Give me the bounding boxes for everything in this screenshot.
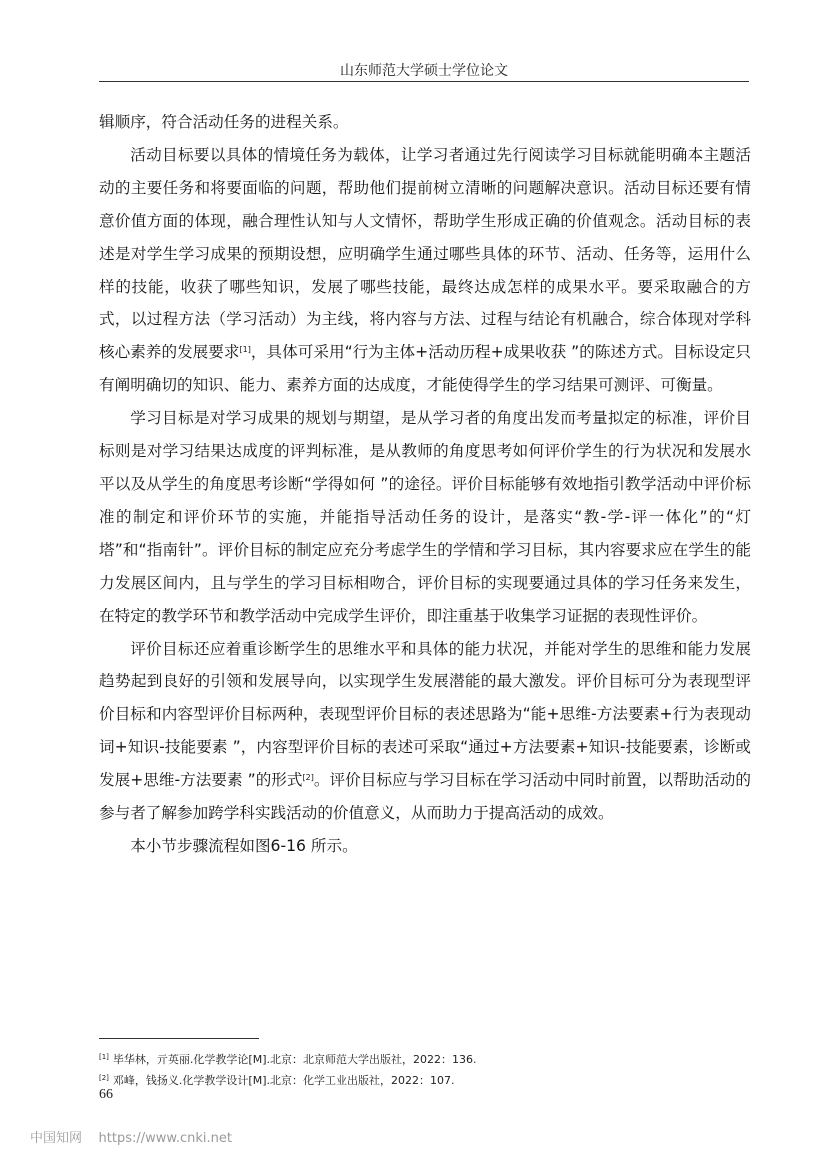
running-header: 山东师范大学硕士学位论文 xyxy=(340,63,508,79)
paragraph xyxy=(99,106,751,139)
footnote-mark: [1] xyxy=(99,1053,109,1061)
paragraph xyxy=(99,139,751,402)
page-number: 66 xyxy=(99,1087,113,1102)
paragraph xyxy=(99,633,751,830)
paragraph-text: 活动目标要以具体的情境任务为载体，让学习者通过先行阅读学习目标就能明确本主题活动的主要任务和将要面临的问题，帮助他们提前树立清晰的问题解决意识。活动目标还要有情意价值方面的体现，融合理性认知与人文情怀，帮助学生形成正确的价值观念。活动目标的表述是对学生学习成果的预期设想，应明确学生通过哪些具体的环节、活动、任务等，运用什么样的技能，收获了哪些知识，发展了哪些技能，最终达成怎样的成果水平。要采取融合的方式，以过程方法（学习活动）为主线，将内容与方法、过程与结论有机融合，综合体现对学科核心素养的发展要求 xyxy=(99,145,751,362)
citation-ref[interactable]: [2] xyxy=(302,773,314,783)
paragraph xyxy=(99,830,751,863)
paragraph-text-continued: ，具体可采用“行为主体+活动历程+成果收获 ”的陈述方式。目标设定只有阐明确切的知识、能力、素养方面的达成度，才能使得学生的学习结果可测评、可衡量。 xyxy=(99,343,751,395)
footnote-rule xyxy=(99,1038,259,1039)
paragraph-text: 学习目标是对学习成果的规划与期望，是从学习者的角度出发而考量拟定的标准，评价目标则是对学习结果达成度的评判标准，是从教师的角度思考如何评价学生的行为状况和发展水平以及从学生的角度思考诊断“学得如何 ”的途径。评价目标能够有效地指引教学活动中评价标准的制定和评价环节的实施，并能指导活动任务的设计，是落实“教-学-评一体化”的“灯塔”和“指南针”。评价目标的制定应充分考虑学生的学情和学习目标，其内容要求应在学生的能力发展区间内，且与学生的学习目标相吻合，评价目标的实现要通过具体的学习任务来发生，在特定的教学环节和教学活动中完成学生评价，即注重基于收集学习证据的表现性评价。 xyxy=(99,409,751,625)
paragraph xyxy=(99,402,751,632)
paragraph-text: 辑顺序，符合活动任务的进程关系。 xyxy=(99,113,349,131)
footnote-text: 邓峰，钱扬义.化学教学设计[M].北京：化学工业出版社，2022：107. xyxy=(112,1074,455,1087)
header-rule xyxy=(99,81,749,82)
citation-ref[interactable]: [1] xyxy=(239,345,251,355)
footnotes xyxy=(99,1048,749,1090)
footnote xyxy=(99,1069,749,1090)
paragraph-text: 评价目标还应着重诊断学生的思维水平和具体的能力状况，并能对学生的思维和能力发展趋势起到良好的引领和发展导向，以实现学生发展潜能的最大激发。评价目标可分为表现型评价目标和内容型评价目标两种，表现型评价目标的表述思路为“能+思维-方法要素+行为表现动词+知识-技能要素 ”，内容型评价目标的表述可采取“通过+方法要素+知识-技能要素，诊断或发展+思维-方法要素 ”的形式 xyxy=(99,639,751,790)
footnote-mark: [2] xyxy=(99,1074,109,1082)
paragraph-text: 本小节步骤流程如图6-16 所示。 xyxy=(130,836,358,855)
paragraph-text-continued: 。评价目标应与学习目标在学习活动中同时前置，以帮助活动的参与者了解参加跨学科实践活动的价值意义，从而助力于提高活动的成效。 xyxy=(99,771,751,823)
footnote-text: 毕华林，亓英丽.化学教学论[M].北京：北京师范大学出版社，2022：136. xyxy=(112,1053,477,1066)
watermark: 中国知网 https://www.cnki.net xyxy=(30,1131,232,1146)
footnote xyxy=(99,1048,749,1069)
body-text xyxy=(99,106,751,863)
